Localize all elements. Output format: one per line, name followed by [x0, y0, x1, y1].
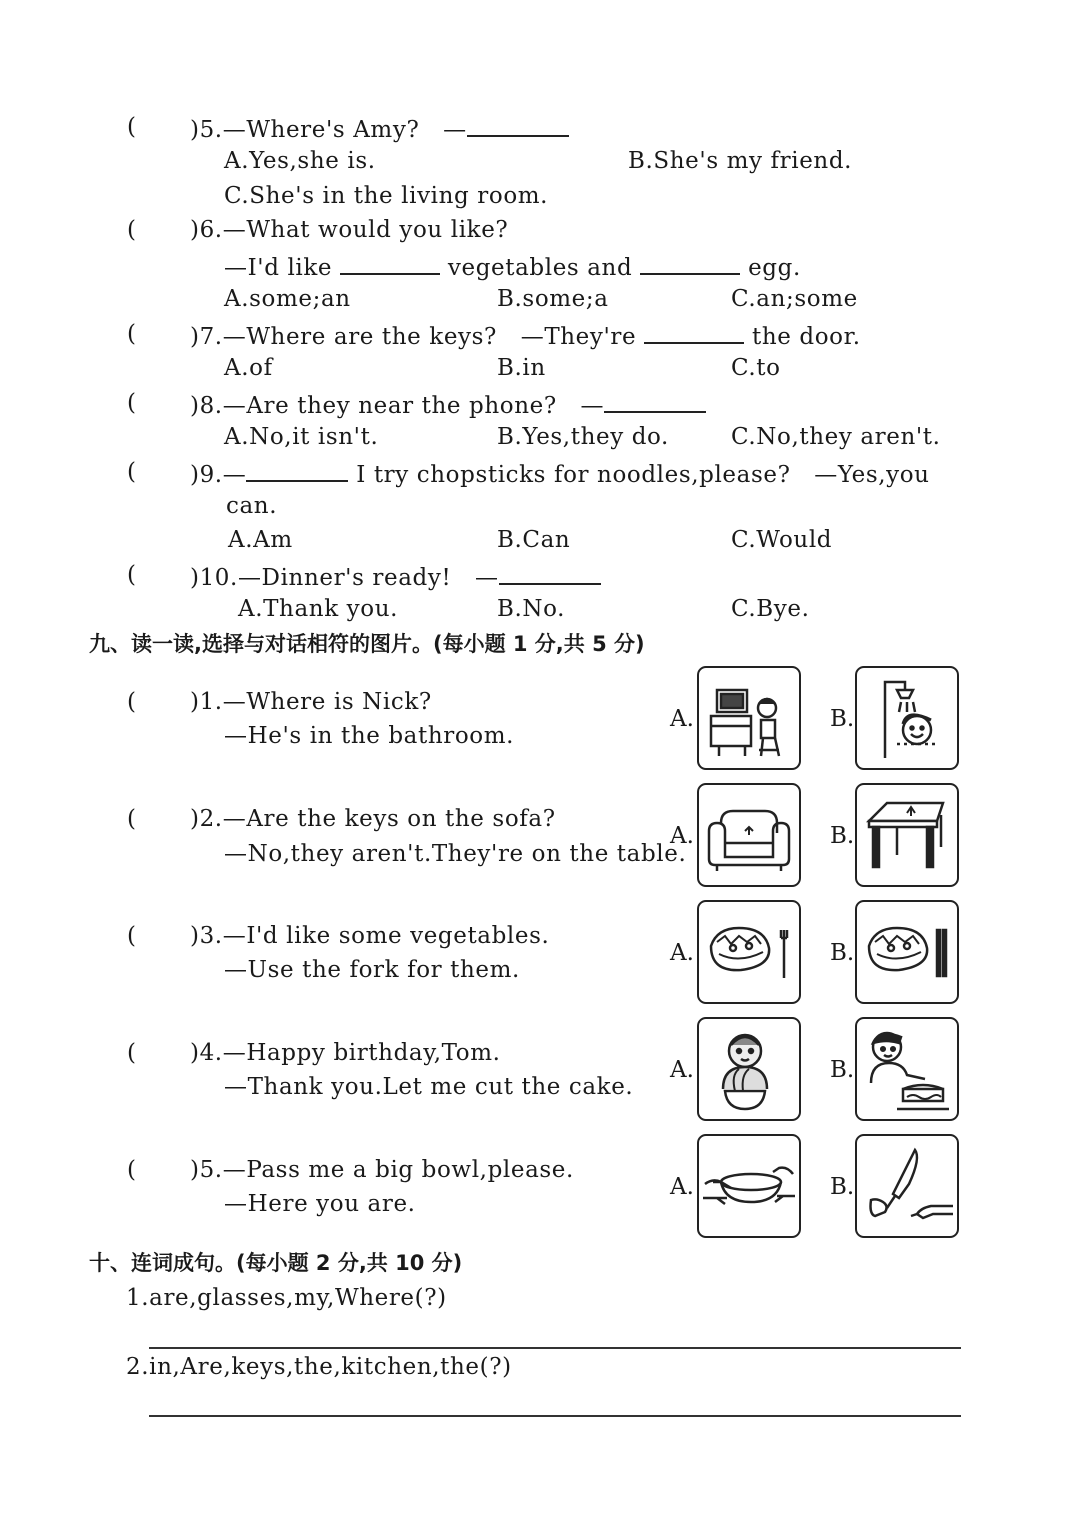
- picture-option-a-label: A.: [670, 940, 694, 966]
- question-text: )5.—Where's Amy? —: [190, 117, 467, 143]
- question-text: )10.—Dinner's ready! —: [190, 565, 499, 591]
- question-line: —No,they aren't.They're on the table.: [224, 841, 687, 867]
- hands-passing-bowl-icon[interactable]: [697, 1134, 801, 1238]
- option-a[interactable]: A.No,it isn't.: [224, 424, 379, 450]
- question-text: egg.: [740, 255, 801, 281]
- question-text: —I'd like: [224, 255, 341, 281]
- question-stem: )6.—What would you like?: [190, 217, 509, 243]
- picture-option-a-label: A.: [670, 706, 694, 732]
- answer-blank[interactable]: [499, 561, 601, 585]
- scramble-item: 2.in,Are,keys,the,kitchen,the(?): [126, 1354, 512, 1380]
- question-line: )4.—Happy birthday,Tom.: [190, 1040, 501, 1066]
- hands-passing-knife-icon[interactable]: [855, 1134, 959, 1238]
- question-line: )1.—Where is Nick?: [190, 689, 432, 715]
- picture-option-a-label: A.: [670, 1057, 694, 1083]
- option-b[interactable]: B.Yes,they do.: [497, 424, 669, 450]
- question-text: vegetables and: [440, 255, 641, 281]
- boy-cutting-cake-icon[interactable]: [855, 1017, 959, 1121]
- picture-option-b-label: B.: [830, 940, 855, 966]
- option-b[interactable]: B.No.: [497, 596, 566, 622]
- boy-at-computer-desk-icon[interactable]: [697, 666, 801, 770]
- answer-paren[interactable]: (: [127, 217, 137, 243]
- question-text: )8.—Are they near the phone? —: [190, 393, 605, 419]
- boy-eating-noodles-icon[interactable]: [697, 1017, 801, 1121]
- option-b[interactable]: B.some;a: [497, 286, 609, 312]
- answer-paren[interactable]: (: [127, 923, 137, 949]
- answer-paren[interactable]: (: [127, 114, 137, 140]
- answer-blank[interactable]: [340, 251, 440, 275]
- option-b[interactable]: B.Can: [497, 527, 571, 553]
- option-c[interactable]: C.No,they aren't.: [731, 424, 941, 450]
- question-line: —Use the fork for them.: [224, 957, 520, 983]
- answer-paren[interactable]: (: [127, 806, 137, 832]
- answer-paren[interactable]: (: [127, 390, 137, 416]
- option-c[interactable]: C.Would: [731, 527, 833, 553]
- option-a[interactable]: A.Am: [228, 527, 293, 553]
- answer-line[interactable]: [149, 1347, 961, 1349]
- option-b[interactable]: B.in: [497, 355, 546, 381]
- scramble-item: 1.are,glasses,my,Where(?): [126, 1285, 447, 1311]
- picture-option-b-label: B.: [830, 1057, 855, 1083]
- option-c[interactable]: C.an;some: [731, 286, 858, 312]
- answer-blank[interactable]: [467, 113, 569, 137]
- picture-option-a-label: A.: [670, 1174, 694, 1200]
- option-b[interactable]: B.She's my friend.: [628, 148, 853, 174]
- option-a[interactable]: A.some;an: [224, 286, 351, 312]
- girl-showering-icon[interactable]: [855, 666, 959, 770]
- answer-paren[interactable]: (: [127, 321, 137, 347]
- option-a[interactable]: A.Yes,she is.: [224, 148, 376, 174]
- picture-option-b-label: B.: [830, 706, 855, 732]
- question-line: —Thank you.Let me cut the cake.: [224, 1074, 634, 1100]
- answer-paren[interactable]: (: [127, 1040, 137, 1066]
- question-continuation: can.: [226, 493, 278, 519]
- question-text: )7.—Where are the keys? —They're: [190, 324, 645, 350]
- answer-line[interactable]: [149, 1415, 961, 1417]
- question-stem: [190, 389, 706, 420]
- question-line: —He's in the bathroom.: [224, 723, 515, 749]
- question-stem: [190, 113, 569, 144]
- question-text: the door.: [744, 324, 861, 350]
- answer-blank[interactable]: [640, 251, 740, 275]
- section-heading: 九、读一读,选择与对话相符的图片。(每小题 1 分,共 5 分): [89, 632, 645, 656]
- question-line: )5.—Pass me a big bowl,please.: [190, 1157, 574, 1183]
- option-c[interactable]: C.to: [731, 355, 781, 381]
- salad-with-fork-icon[interactable]: [697, 900, 801, 1004]
- question-stem: [190, 561, 601, 592]
- answer-blank[interactable]: [644, 320, 744, 344]
- answer-paren[interactable]: (: [127, 459, 137, 485]
- question-text: I try chopsticks for noodles,please? —Yes,you: [348, 462, 930, 488]
- question-stem: [190, 320, 861, 351]
- answer-blank[interactable]: [604, 389, 706, 413]
- question-line: )3.—I'd like some vegetables.: [190, 923, 550, 949]
- answer-paren[interactable]: (: [127, 689, 137, 715]
- option-a[interactable]: A.Thank you.: [238, 596, 399, 622]
- salad-with-chopsticks-icon[interactable]: [855, 900, 959, 1004]
- option-c[interactable]: C.She's in the living room.: [224, 183, 549, 209]
- answer-paren[interactable]: (: [127, 562, 137, 588]
- keys-on-table-icon[interactable]: [855, 783, 959, 887]
- picture-option-b-label: B.: [830, 1174, 855, 1200]
- answer-blank[interactable]: [246, 458, 348, 482]
- question-line: —Here you are.: [224, 1191, 416, 1217]
- picture-option-b-label: B.: [830, 823, 855, 849]
- picture-option-a-label: A.: [670, 823, 694, 849]
- question-text: )9.—: [190, 462, 247, 488]
- question-line: [224, 251, 801, 282]
- question-stem: [190, 458, 930, 489]
- answer-paren[interactable]: (: [127, 1157, 137, 1183]
- section-heading: 十、连词成句。(每小题 2 分,共 10 分): [89, 1251, 463, 1275]
- option-a[interactable]: A.of: [224, 355, 273, 381]
- keys-on-sofa-icon[interactable]: [697, 783, 801, 887]
- question-line: )2.—Are the keys on the sofa?: [190, 806, 556, 832]
- option-c[interactable]: C.Bye.: [731, 596, 810, 622]
